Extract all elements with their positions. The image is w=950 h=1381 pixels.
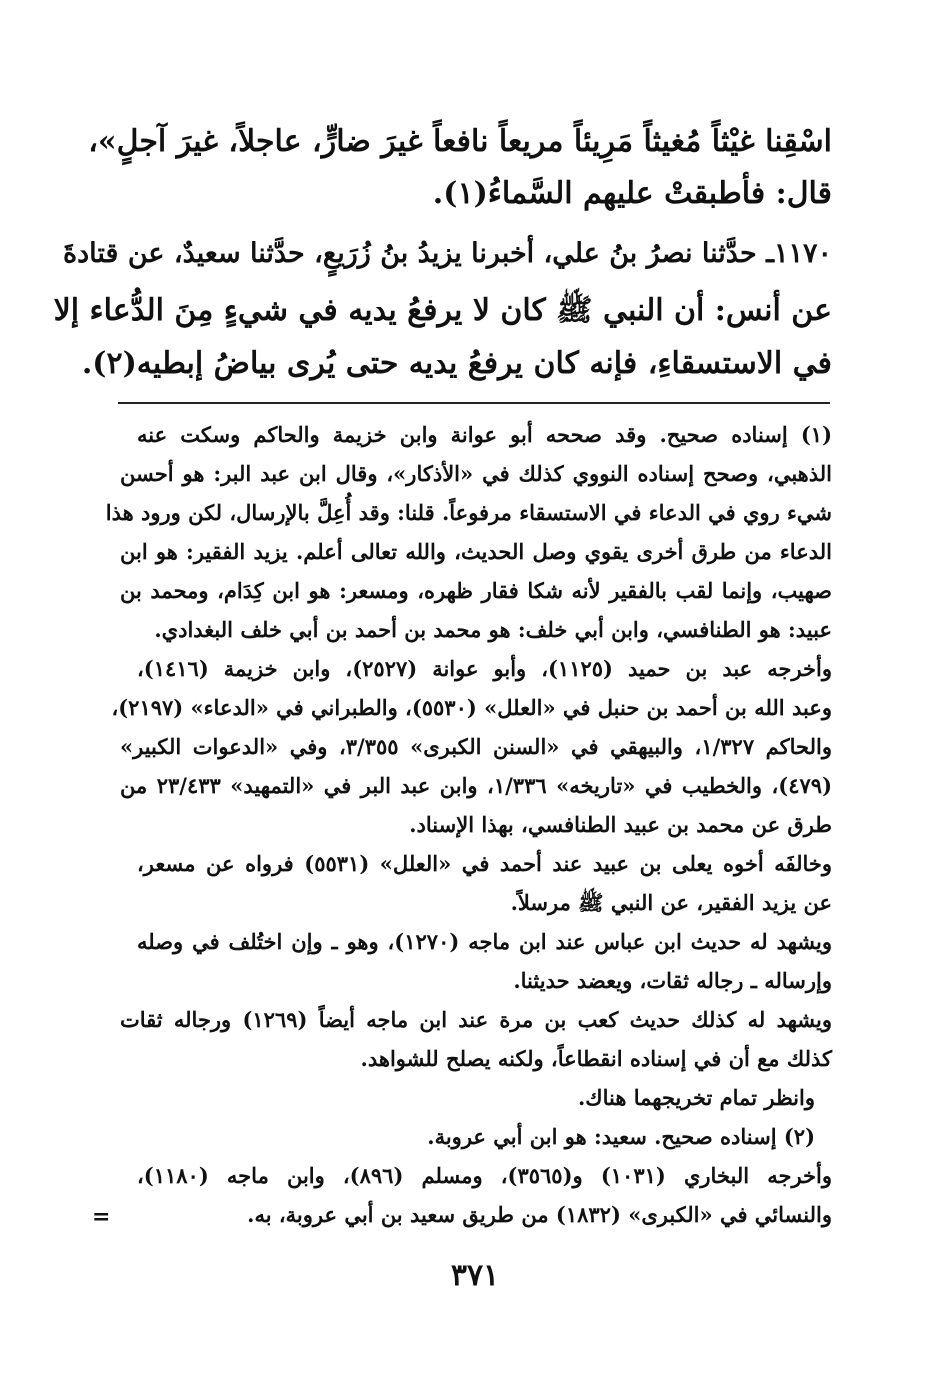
footnote-line: (٤٧٩)، والخطيب في «تاريخه» ١/٣٣٦، وابن عبد البر في «التمهيد» ٢٣/٤٣٣ من	[120, 773, 832, 798]
footnote-line: وخالفَه أخوه يعلى بن عبيد عند أحمد في «العلل» (٥٥٣١) فرواه عن مسعر،	[137, 851, 833, 876]
footnote-line: شيء روي في الدعاء في الاستسقاء مرفوعاً. قلنا: وقد أُعِلَّ بالإرسال، لكن ورود هذا	[105, 500, 832, 525]
main-text-line: اسْقِنا غيْثاً مُغيثاً مَرِيئاً مريعاً نافعاً غيرَ ضارٍّ، عاجلاً، غيرَ آجلٍ»،	[88, 124, 832, 159]
page-number: ٣٧١	[450, 1258, 500, 1293]
footnote-line: وعبد الله بن أحمد بن حنبل في «العلل» (٥٥٣٠)، والطبراني في «الدعاء» (٢١٩٧)،	[111, 695, 832, 720]
main-text-line: عن أنس: أن النبي ﷺ كان لا يرفعُ يديه في شيءٍ مِنَ الدُّعاء إلا	[53, 293, 832, 328]
main-text-line: قال: فأطبقتْ عليهم السَّماءُ(١).	[432, 176, 832, 211]
main-text-line: في الاستسقاءِ، فإنه كان يرفعُ يديه حتى يُرى بياضُ إبطيه(٢).	[81, 346, 832, 381]
footnote-line: ويشهد له حديث ابن عباس عند ابن ماجه (١٢٧٠)، وهو ـ وإن اختُلف في وصله	[137, 929, 832, 954]
footnote-line: عبيد: هو الطنافسي، وابن أبي خلف: هو محمد بن أحمد بن أبي خلف البغدادي.	[154, 617, 832, 642]
footnote-line: (٢) إسناده صحيح. سعيد: هو ابن أبي عروبة.	[427, 1124, 815, 1149]
footnote-line: طرق عن محمد بن عبيد الطنافسي، بهذا الإسناد.	[409, 812, 832, 837]
continuation-mark: =	[92, 1204, 111, 1230]
footnote-separator	[118, 402, 830, 404]
footnote-line: والنسائي في «الكبرى» (١٨٣٢) من طريق سعيد بن أبي عروبة، به.	[247, 1202, 832, 1227]
footnote-line: والحاكم ١/٣٢٧، والبيهقي في «السنن الكبرى» ٣/٣٥٥، وفي «الدعوات الكبير»	[120, 734, 832, 759]
footnote-line: عن يزيد الفقير، عن النبي ﷺ مرسلاً.	[510, 890, 832, 915]
footnote-line: وأخرجه البخاري (١٠٣١) و(٣٥٦٥)، ومسلم (٨٩٦)، وابن ماجه (١١٨٠)،	[137, 1163, 833, 1188]
footnote-line: وأخرجه عبد بن حميد (١١٢٥)، وأبو عوانة (٢٥٢٧)، وابن خزيمة (١٤١٦)،	[137, 656, 832, 681]
footnote-line: وانظر تمام تخريجهما هناك.	[578, 1085, 815, 1110]
footnote-line: الذهبي، وصحح إسناده النووي كذلك في «الأذكار»، وقال ابن عبد البر: هو أحسن	[120, 461, 832, 486]
hadith-number-line: ١١٧٠ـ حدَّثنا نصرُ بنُ علي، أخبرنا يزيدُ بنُ زُرَيعٍ، حدَّثنا سعيدٌ، عن قتادةَ	[62, 238, 832, 269]
footnote-line: وإرساله ـ رجاله ثقات، ويعضد حديثنا.	[513, 968, 832, 993]
footnote-line: كذلك مع أن في إسناده انقطاعاً، ولكنه يصلح للشواهد.	[360, 1046, 832, 1071]
footnote-line: الدعاء من طرق أخرى يقوي وصل الحديث، والله تعالى أعلم. يزيد الفقير: هو ابن	[120, 539, 832, 564]
footnote-line: ويشهد له كذلك حديث كعب بن مرة عند ابن ماجه أيضاً (١٢٦٩) ورجاله ثقات	[120, 1007, 832, 1032]
footnote-line: صهيب، وإنما لقب بالفقير لأنه شكا فقار ظهره، ومسعر: هو ابن كِدَام، ومحمد بن	[120, 578, 832, 603]
footnote-line: (١) إسناده صحيح. وقد صححه أبو عوانة وابن خزيمة والحاكم وسكت عنه	[137, 422, 832, 447]
